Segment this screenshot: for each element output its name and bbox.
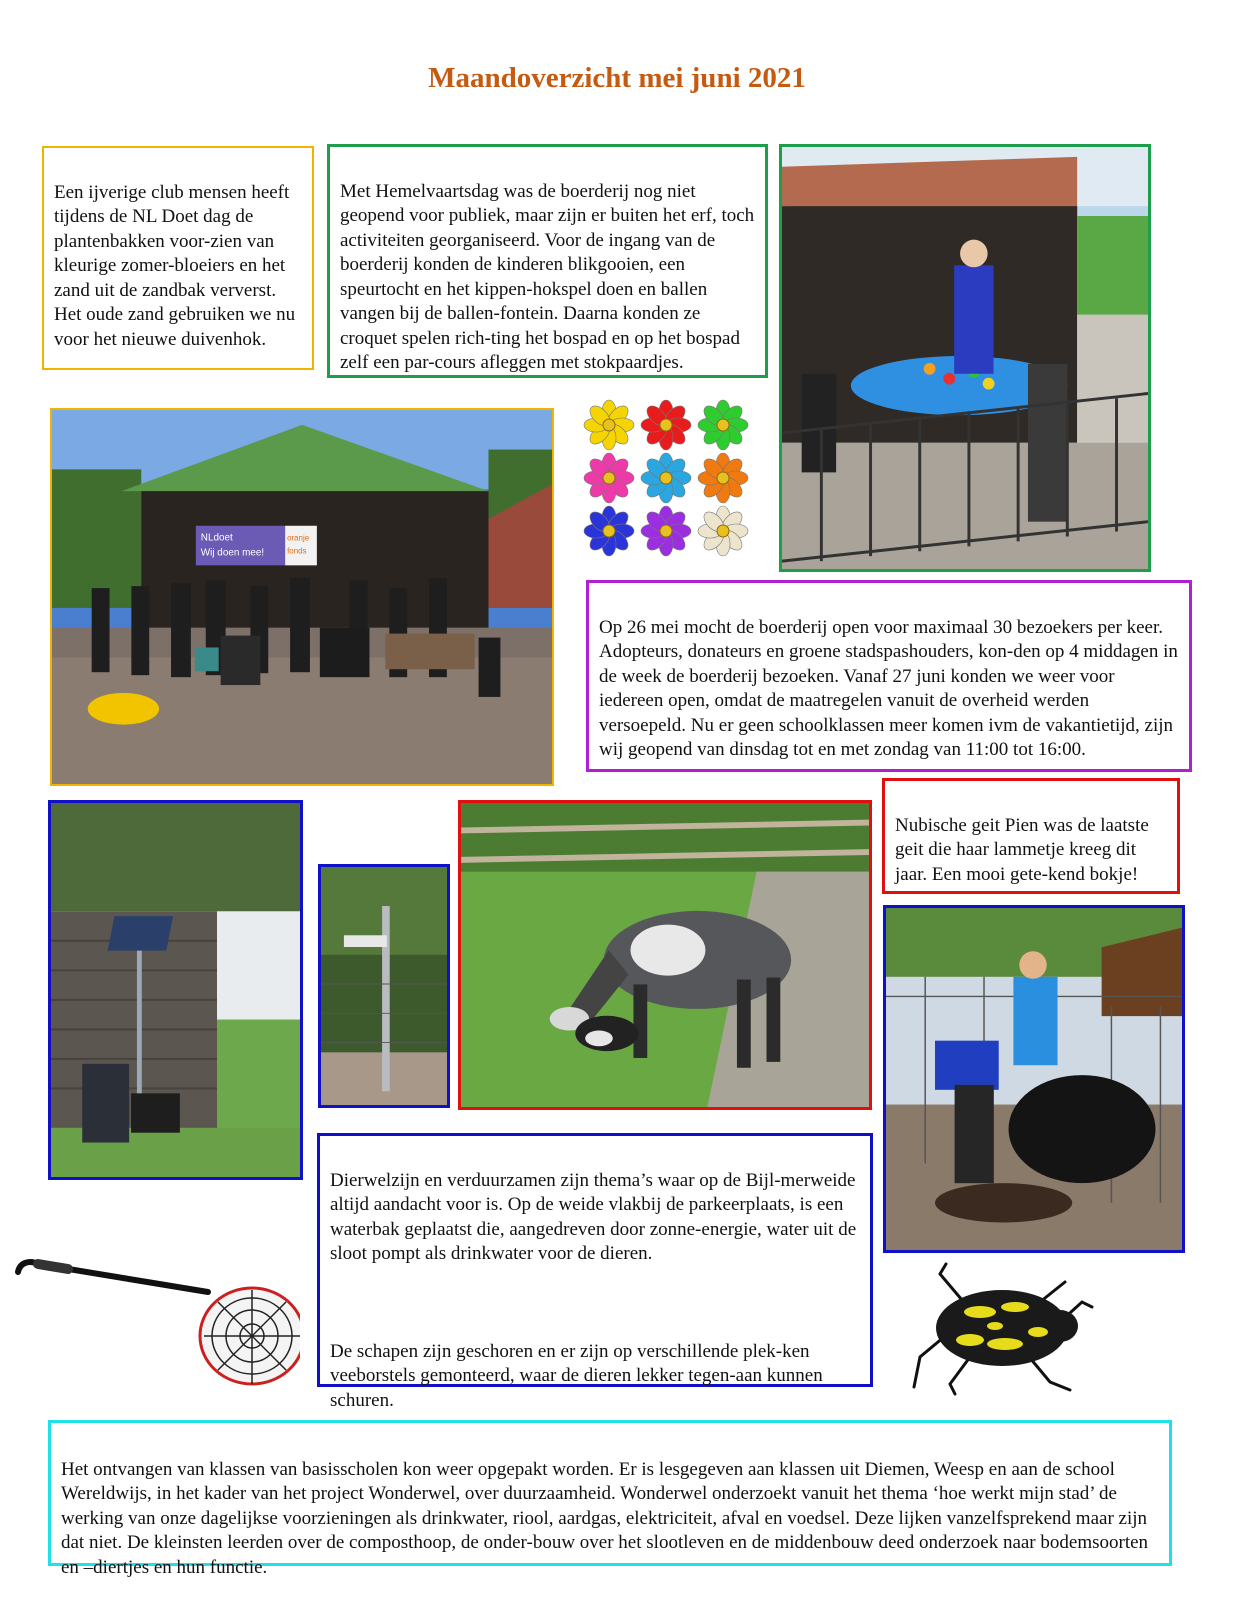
nldoet-banner-line2: Wij doen mee! — [200, 547, 265, 559]
schools-text-box — [48, 1420, 1172, 1578]
nldoet-group-photo — [50, 408, 554, 786]
cattle-brush-photo — [318, 864, 450, 1108]
nldoet-text: Een ijverige club mensen heeft tijdens de NL Doet dag de plantenbakken voor-zien van kleurige zomer-bloeiers en het zand uit de zandbak ververst. Het oude zand gebruiken we nu voor het nieuwe duivenhok. — [54, 181, 296, 350]
goat-with-kid-photo — [458, 800, 872, 1110]
solar-pump-photo — [48, 800, 303, 1180]
flower-icon — [584, 400, 634, 450]
nldoet-banner-line1: NLdoet — [200, 532, 233, 544]
flower-icon — [584, 453, 634, 503]
flower-icon — [698, 453, 748, 503]
page-title: Maandoverzicht mei juni 2021 — [428, 62, 806, 94]
animal-welfare-text-2: De schapen zijn geschoren en er zijn op verschillende plek-ken veeborstels gemonteerd, waar de dieren lekker tegen-aan kunnen schuren. — [330, 1340, 823, 1411]
nldoet-text-box — [42, 146, 314, 370]
flower-icon — [641, 506, 691, 556]
ball-fountain-photo — [779, 144, 1151, 572]
fund-banner-line2: fonds — [287, 546, 307, 556]
flower-icon — [641, 400, 691, 450]
sheep-shearing-photo — [883, 905, 1185, 1253]
animal-welfare-text-1: Dierwelzijn en verduurzamen zijn thema’s waar op de Bijl-merweide altijd aandacht voor is. Op de weide vlakbij de parkeerplaats, is een waterbak geplaatst die, aangedreven door zonne-energie, water uit de sloot pompt als drinkwater voor de dieren. — [330, 1169, 857, 1264]
fund-banner-line1: oranje — [287, 533, 310, 543]
goat-text-box — [882, 778, 1180, 894]
schools-text: Het ontvangen van klassen van basisscholen kon weer opgepakt worden. Er is lesgegeven aan klassen uit Diemen, Weesp en aan de school Wereldwijs, in het kader van het project Wonderwel, over duurzaamheid. Wonderwel onderzoekt vanuit het thema ‘hoe werkt mijn stad’ de werking van onze dagelijkse voorzieningen als drinkwater, riool, aardgas, elektriciteit, afval en voedsel. Deze lijken vanzelfsprekend maar zijn dat niet. De kleinsten leerden over de composthoop, de onder-bouw over het slootleven en de middenbouw deed onderzoek naar bodemsoorten en –diertjes en hun functie. — [61, 1458, 1149, 1578]
flower-icon — [584, 506, 634, 556]
hemelvaart-text: Met Hemelvaartsdag was de boerderij nog niet geopend voor publiek, maar zijn er buiten het erf, toch activiteiten georganiseerd. Voor de ingang van de boerderij konden de kinderen blikgooien, een speurtocht en het kippen-hokspel doen en ballen vangen bij de ballen-fontein. Daarna konden ze croquet spelen rich-ting het bospad en op het bospad zelf een par-cours afleggen met stokpaardjes. — [340, 180, 755, 373]
goat-text: Nubische geit Pien was de laatste geit die haar lammetje kreeg dit jaar. Een mooi gete-kend bokje! — [895, 814, 1149, 885]
flower-grid — [583, 398, 753, 558]
hemelvaart-text-box — [327, 144, 768, 378]
opening-text-box — [586, 580, 1192, 772]
flower-icon — [698, 506, 748, 556]
fishing-net-icon — [8, 1250, 300, 1390]
flowers-decoration — [583, 398, 753, 558]
flower-icon — [641, 453, 691, 503]
flower-icon — [698, 400, 748, 450]
opening-text: Op 26 mei mocht de boerderij open voor maximaal 30 bezoekers per keer. Adopteurs, donateurs en groene stadspashouders, kon-den op 4 middagen in de week de boerderij bezoeken. Vanaf 27 juni konden we weer voor iedereen open, omdat de maatregelen vanuit de overheid werden versoepeld. Nu er geen schoolklassen meer komen ivm de vakantietijd, zijn wij geopend van dinsdag tot en met zondag van 11:00 tot 16:00. — [599, 616, 1178, 760]
beetle-icon — [910, 1262, 1095, 1397]
animal-welfare-text-box — [317, 1133, 873, 1411]
